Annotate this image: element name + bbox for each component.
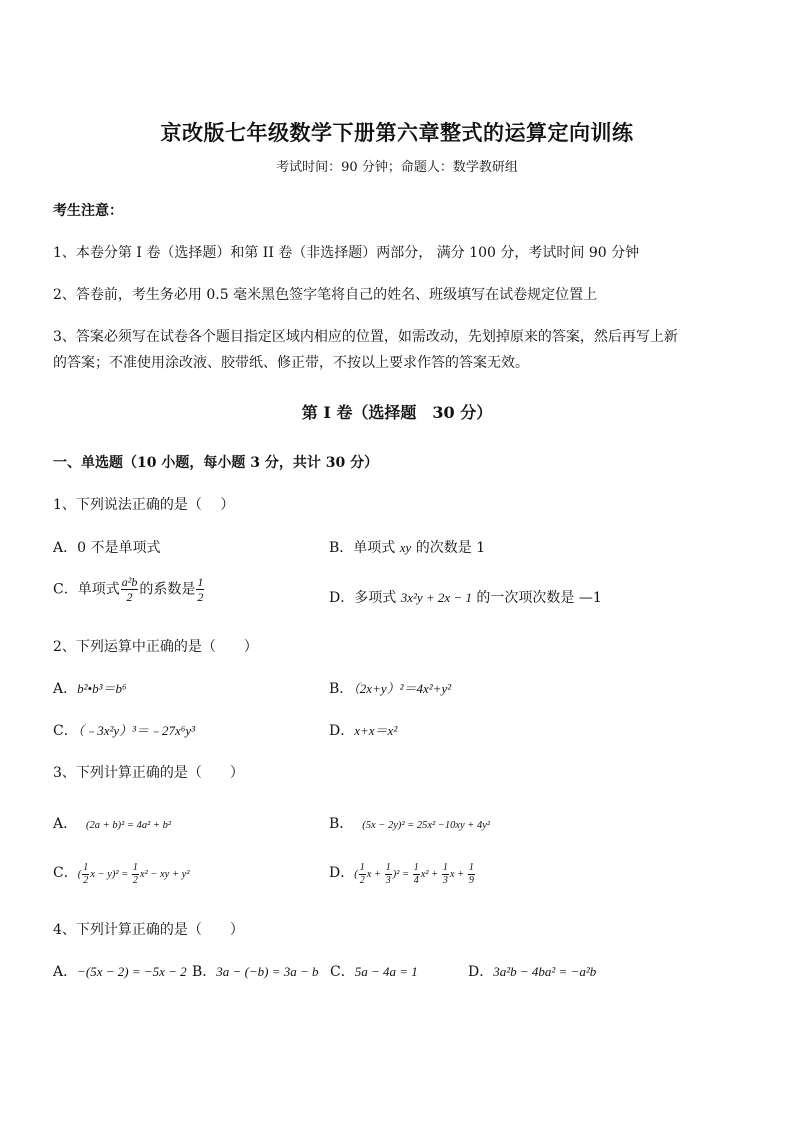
fraction bbox=[132, 863, 139, 886]
fraction-numerator: 1 bbox=[359, 862, 365, 874]
question-3-stem: 3、下列计算正确的是（ ） bbox=[53, 765, 244, 781]
question-2-option-c[interactable] bbox=[53, 720, 195, 740]
fraction bbox=[442, 863, 449, 886]
fraction-denominator: 2 bbox=[126, 590, 133, 604]
math-text: x + bbox=[366, 869, 384, 880]
option-text: 的系数是 bbox=[139, 581, 196, 598]
math-expression bbox=[354, 862, 476, 887]
fraction-numerator: 1 bbox=[132, 862, 138, 874]
fraction-numerator: 1 bbox=[197, 575, 204, 589]
option-text: 的次数是 1 bbox=[411, 540, 486, 556]
option-label: D． bbox=[329, 865, 355, 881]
fraction bbox=[413, 863, 420, 886]
fraction bbox=[82, 863, 89, 886]
question-3-option-c[interactable] bbox=[53, 862, 189, 886]
option-label: C． bbox=[53, 865, 78, 881]
option-label: B． bbox=[329, 816, 354, 832]
question-4-option-d[interactable] bbox=[468, 961, 596, 981]
option-label: A． bbox=[53, 681, 78, 697]
math-expression: (5x − 2y)² = 25x² −10xy + 4y² bbox=[362, 820, 491, 831]
notice-item-3: 3、答案必须写在试卷各个题目指定区域内相应的位置，如需改动，先划掉原来的答案，然后再写上新 bbox=[53, 329, 678, 345]
page-title: 京改版七年级数学下册第六章整式的运算定向训练 bbox=[160, 120, 634, 145]
question-1-option-a[interactable]: A．0 不是单项式 bbox=[53, 540, 161, 556]
part-heading: 一、单选题（10 小题，每小题 3 分，共计 30 分） bbox=[53, 455, 379, 471]
exam-info: 考试时间：90 分钟；命题人：数学教研组 bbox=[276, 160, 518, 175]
notice-item-2: 2、答卷前，考生务必用 0.5 毫米黑色签字笔将自己的姓名、班级填写在试卷规定位置上 bbox=[53, 287, 598, 303]
option-text: 的一次项次数是 —1 bbox=[471, 590, 602, 606]
option-label: B． bbox=[192, 964, 217, 980]
fraction-denominator: 3 bbox=[442, 875, 448, 887]
fraction-denominator: 2 bbox=[359, 875, 365, 887]
math-expression: −(5x − 2) = −5x − 2 bbox=[77, 964, 187, 979]
option-label: D． bbox=[329, 723, 355, 739]
fraction-denominator: 2 bbox=[83, 875, 89, 887]
fraction-denominator: 2 bbox=[197, 590, 204, 604]
question-1-option-b[interactable] bbox=[329, 537, 485, 557]
question-4-option-c[interactable] bbox=[330, 961, 418, 981]
math-expression: （2x+y）²＝4x²+y² bbox=[353, 681, 452, 696]
math-expression: x+x＝x² bbox=[354, 723, 398, 738]
option-text: C．单项式 bbox=[53, 581, 120, 598]
math-expression: 3a − (−b) = 3a − b bbox=[216, 964, 319, 979]
math-expression: (2a + b)² = 4a² + b² bbox=[86, 820, 171, 831]
option-label: A． bbox=[53, 964, 78, 980]
fraction-numerator: 1 bbox=[468, 862, 474, 874]
question-1-option-c[interactable] bbox=[53, 576, 205, 603]
fraction bbox=[468, 863, 475, 886]
question-1-stem: 1、下列说法正确的是（ ） bbox=[53, 497, 235, 513]
question-2-option-b[interactable] bbox=[329, 678, 451, 698]
fraction-numerator: a²b bbox=[121, 575, 138, 589]
math-expression: 5a − 4a = 1 bbox=[354, 964, 418, 979]
fraction-denominator: 9 bbox=[468, 875, 474, 887]
math-text: ( bbox=[354, 869, 358, 880]
option-label: D． bbox=[468, 964, 494, 980]
option-label: A． bbox=[53, 816, 78, 832]
question-3-option-a[interactable] bbox=[53, 813, 171, 833]
math-text: ( bbox=[77, 869, 82, 880]
math-expression: b²•b³＝b⁶ bbox=[77, 681, 127, 696]
fraction-numerator: 1 bbox=[442, 862, 448, 874]
notice-item-1: 1、本卷分第 I 卷（选择题）和第 II 卷（非选择题）两部分， 满分 100 分，考试时间 90 分钟 bbox=[53, 245, 640, 261]
question-3-option-d[interactable] bbox=[329, 862, 476, 886]
notice-heading: 考生注意： bbox=[53, 203, 123, 219]
question-4-stem: 4、下列计算正确的是（ ） bbox=[53, 922, 244, 938]
fraction bbox=[359, 863, 366, 886]
fraction-numerator: 1 bbox=[413, 862, 419, 874]
fraction-denominator: 4 bbox=[413, 875, 419, 887]
question-1-option-d[interactable] bbox=[329, 587, 602, 607]
option-label: C． bbox=[53, 723, 78, 739]
question-4-option-a[interactable] bbox=[53, 961, 187, 981]
math-expression bbox=[77, 862, 190, 887]
option-label: C． bbox=[330, 964, 355, 980]
question-3-option-b[interactable] bbox=[329, 813, 490, 833]
math-text: x² + bbox=[420, 869, 441, 880]
math-text: x − y)² = bbox=[90, 869, 131, 880]
option-text: D．多项式 bbox=[329, 590, 401, 606]
math-text: )² = bbox=[392, 869, 412, 880]
fraction bbox=[385, 863, 392, 886]
question-4-option-b[interactable] bbox=[192, 961, 319, 981]
fraction-denominator: 2 bbox=[132, 875, 138, 887]
option-label: B． bbox=[329, 681, 354, 697]
question-2-option-d[interactable] bbox=[329, 720, 397, 740]
math-expression: （﹣3x²y）³＝﹣27x⁶y³ bbox=[77, 723, 196, 738]
fraction-numerator: 1 bbox=[385, 862, 391, 874]
section-title: 第 I 卷（选择题 30 分） bbox=[301, 403, 493, 422]
fraction bbox=[121, 576, 139, 603]
option-text: B．单项式 bbox=[329, 540, 400, 556]
question-2-option-a[interactable] bbox=[53, 678, 127, 698]
notice-item-3-cont: 的答案；不准使用涂改液、胶带纸、修正带，不按以上要求作答的答案无效。 bbox=[53, 355, 529, 371]
math-expression: 3a²b − 4ba² = −a²b bbox=[493, 964, 597, 979]
math-text: x + bbox=[449, 869, 467, 880]
fraction bbox=[196, 576, 204, 603]
math-expression: xy bbox=[399, 540, 412, 555]
fraction-numerator: 1 bbox=[83, 862, 89, 874]
fraction-denominator: 3 bbox=[385, 875, 391, 887]
math-text: x² − xy + y² bbox=[139, 869, 190, 880]
math-expression: 3x²y + 2x − 1 bbox=[400, 590, 472, 605]
question-2-stem: 2、下列运算中正确的是（ ） bbox=[53, 639, 258, 655]
